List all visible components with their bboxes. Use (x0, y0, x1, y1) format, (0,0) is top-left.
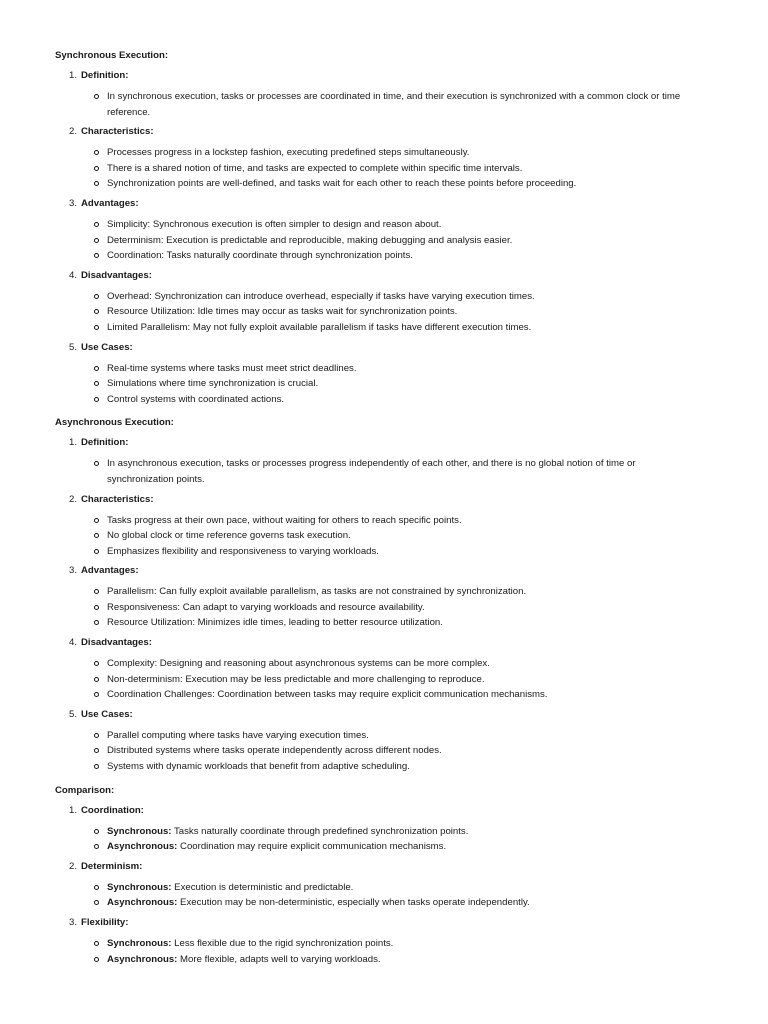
bullet-text: Coordination Challenges: Coordination between tasks may require explicit communication mechanisms. (107, 689, 548, 701)
bullet-item (107, 513, 703, 529)
bullet-lead: Asynchronous: (107, 953, 178, 965)
bullet-item (107, 289, 703, 305)
list-item (69, 915, 768, 967)
item-heading-text: Definition: (81, 437, 129, 449)
bullet-item (107, 600, 703, 616)
bullet-text: Execution is deterministic and predictable. (171, 881, 354, 893)
item-number: 3. (69, 565, 78, 577)
bullet-lead: Asynchronous: (107, 841, 178, 853)
item-heading-text: Use Cases: (81, 708, 133, 720)
bullet-item (107, 176, 703, 192)
item-heading-text: Characteristics: (81, 493, 154, 505)
bullet-item (107, 728, 703, 744)
bullet-list (81, 656, 703, 703)
bullet-text: Resource Utilization: Idle times may occur as tasks wait for synchronization points. (107, 306, 458, 318)
item-number: 5. (69, 708, 78, 720)
bullet-lead: Asynchronous: (107, 897, 178, 909)
bullet-text: Simulations where time synchronization is crucial. (107, 378, 319, 390)
bullet-text: Resource Utilization: Minimizes idle times, leading to better resource utilization. (107, 617, 443, 629)
item-number: 3. (69, 917, 78, 928)
item-heading-text: Determinism: (81, 860, 143, 872)
item-heading (69, 915, 768, 931)
bullet-item (107, 217, 703, 233)
document-page (0, 48, 768, 975)
list-item (69, 196, 768, 264)
bullet-item (107, 361, 703, 377)
bullet-item (107, 392, 703, 408)
bullet-text: More flexible, adapts well to varying workloads. (177, 953, 381, 965)
bullet-text: Tasks progress at their own pace, without waiting for others to reach specific points. (107, 514, 462, 526)
bullet-text: Coordination may require explicit communication mechanisms. (177, 841, 447, 853)
bullet-item (107, 89, 703, 120)
list-item (69, 268, 768, 336)
list-item (69, 340, 768, 408)
bullet-item (107, 824, 703, 840)
bullet-item (107, 145, 703, 161)
bullet-list (81, 217, 703, 264)
bullet-list (81, 361, 703, 408)
item-number: 1. (69, 70, 78, 81)
item-number: 1. (69, 804, 78, 816)
list-item (69, 635, 768, 703)
bullet-item (107, 528, 703, 544)
bullet-list (81, 289, 703, 336)
item-heading (69, 635, 768, 651)
item-number: 3. (69, 197, 78, 209)
item-heading-text: Characteristics: (81, 126, 154, 138)
item-heading (69, 859, 768, 875)
bullet-text: Parallelism: Can fully exploit available parallelism, as tasks are not constrained by synchronization. (107, 586, 527, 598)
item-heading-text: Disadvantages: (81, 269, 152, 281)
list-item (69, 859, 768, 911)
item-number: 4. (69, 269, 78, 281)
list-item (69, 68, 768, 120)
list-item (69, 707, 768, 775)
item-heading-text: Coordination: (81, 804, 144, 816)
section-title: Asynchronous Execution: (55, 417, 174, 429)
item-number: 2. (69, 860, 78, 872)
bullet-lead: Synchronous: (107, 825, 172, 837)
bullet-item (107, 687, 703, 703)
item-number: 4. (69, 637, 78, 649)
list-item (69, 124, 768, 192)
bullet-item (107, 248, 703, 264)
item-heading (69, 803, 768, 819)
bullet-item (107, 544, 703, 560)
item-heading-text: Flexibility: (81, 917, 129, 928)
item-heading (69, 492, 768, 508)
bullet-text: Non-determinism: Execution may be less predictable and more challenging to reproduce. (107, 673, 485, 685)
bullet-list (81, 584, 703, 631)
bullet-item (107, 161, 703, 177)
bullet-text: Tasks naturally coordinate through predefined synchronization points. (171, 825, 469, 837)
item-heading (69, 68, 768, 84)
bullet-text: No global clock or time reference governs task execution. (107, 530, 351, 542)
bullet-item (107, 759, 703, 775)
bullet-item (107, 743, 703, 759)
bullet-list (81, 513, 703, 560)
item-heading (69, 196, 768, 212)
item-number: 5. (69, 341, 78, 353)
bullet-text: Coordination: Tasks naturally coordinate through synchronization points. (107, 250, 413, 262)
list-item (69, 563, 768, 631)
bullet-text: In synchronous execution, tasks or processes are coordinated in time, and their execution is synchronized with a common clock or time reference. (107, 91, 681, 118)
section-1 (0, 48, 768, 407)
bullet-list (81, 728, 703, 775)
section-3 (0, 783, 768, 968)
bullet-item (107, 952, 703, 968)
bullet-text: Control systems with coordinated actions. (107, 393, 285, 405)
item-number: 2. (69, 126, 78, 138)
bullet-list (81, 89, 703, 120)
item-number: 2. (69, 493, 78, 505)
bullet-lead: Synchronous: (107, 881, 172, 893)
bullet-text: There is a shared notion of time, and tasks are expected to complete within specific time intervals. (107, 162, 523, 174)
bullet-item (107, 656, 703, 672)
bullet-text: In asynchronous execution, tasks or processes progress independently of each other, and there is no global notion of time or synchronization points. (107, 458, 636, 485)
bullet-item (107, 456, 703, 487)
item-heading-text: Definition: (81, 70, 129, 81)
section-2 (0, 415, 768, 774)
bullet-text: Complexity: Designing and reasoning about asynchronous systems can be more complex. (107, 658, 490, 670)
item-heading (69, 707, 768, 723)
bullet-list (81, 145, 703, 192)
bullet-item (107, 672, 703, 688)
bullet-item (107, 615, 703, 631)
bullet-list (81, 456, 703, 487)
bullet-text: Systems with dynamic workloads that benefit from adaptive scheduling. (107, 761, 410, 773)
bullet-item (107, 320, 703, 336)
bullet-lead: Synchronous: (107, 938, 172, 949)
bullet-item (107, 880, 703, 896)
bullet-list (81, 824, 703, 855)
bullet-text: Limited Parallelism: May not fully exploit available parallelism if tasks have different execution times. (107, 321, 532, 333)
section-title: Synchronous Execution: (55, 50, 169, 61)
item-heading-text: Advantages: (81, 565, 139, 577)
list-item (69, 492, 768, 560)
bullet-text: Synchronization points are well-defined, and tasks wait for each other to reach these points before proceeding. (107, 178, 577, 190)
list-item (69, 803, 768, 855)
bullet-text: Execution may be non-deterministic, especially when tasks operate independently. (177, 897, 530, 909)
bullet-item (107, 895, 703, 911)
bullet-text: Responsiveness: Can adapt to varying workloads and resource availability. (107, 601, 425, 613)
item-heading (69, 124, 768, 140)
bullet-item (107, 936, 703, 952)
bullet-item (107, 233, 703, 249)
item-heading-text: Use Cases: (81, 341, 133, 353)
bullet-text: Emphasizes flexibility and responsiveness to varying workloads. (107, 545, 379, 557)
item-heading-text: Advantages: (81, 197, 139, 209)
bullet-text: Simplicity: Synchronous execution is often simpler to design and reason about. (107, 218, 442, 230)
bullet-list (81, 880, 703, 911)
bullet-item (107, 376, 703, 392)
item-heading (69, 268, 768, 284)
bullet-item (107, 584, 703, 600)
bullet-text: Less flexible due to the rigid synchronization points. (171, 938, 394, 949)
bullet-text: Real-time systems where tasks must meet strict deadlines. (107, 362, 357, 374)
list-item (69, 435, 768, 487)
bullet-text: Determinism: Execution is predictable and reproducible, making debugging and analysis easier. (107, 234, 513, 246)
item-heading-text: Disadvantages: (81, 637, 152, 649)
bullet-item (107, 839, 703, 855)
item-heading (69, 435, 768, 451)
item-number: 1. (69, 437, 78, 449)
bullet-item (107, 304, 703, 320)
bullet-text: Processes progress in a lockstep fashion, executing predefined steps simultaneously. (107, 147, 470, 159)
item-heading (69, 563, 768, 579)
bullet-text: Distributed systems where tasks operate independently across different nodes. (107, 745, 442, 757)
item-heading (69, 340, 768, 356)
section-title: Comparison: (55, 784, 115, 796)
bullet-list (81, 936, 703, 967)
bullet-text: Parallel computing where tasks have varying execution times. (107, 729, 369, 741)
bullet-text: Overhead: Synchronization can introduce overhead, especially if tasks have varying execution times. (107, 290, 535, 302)
